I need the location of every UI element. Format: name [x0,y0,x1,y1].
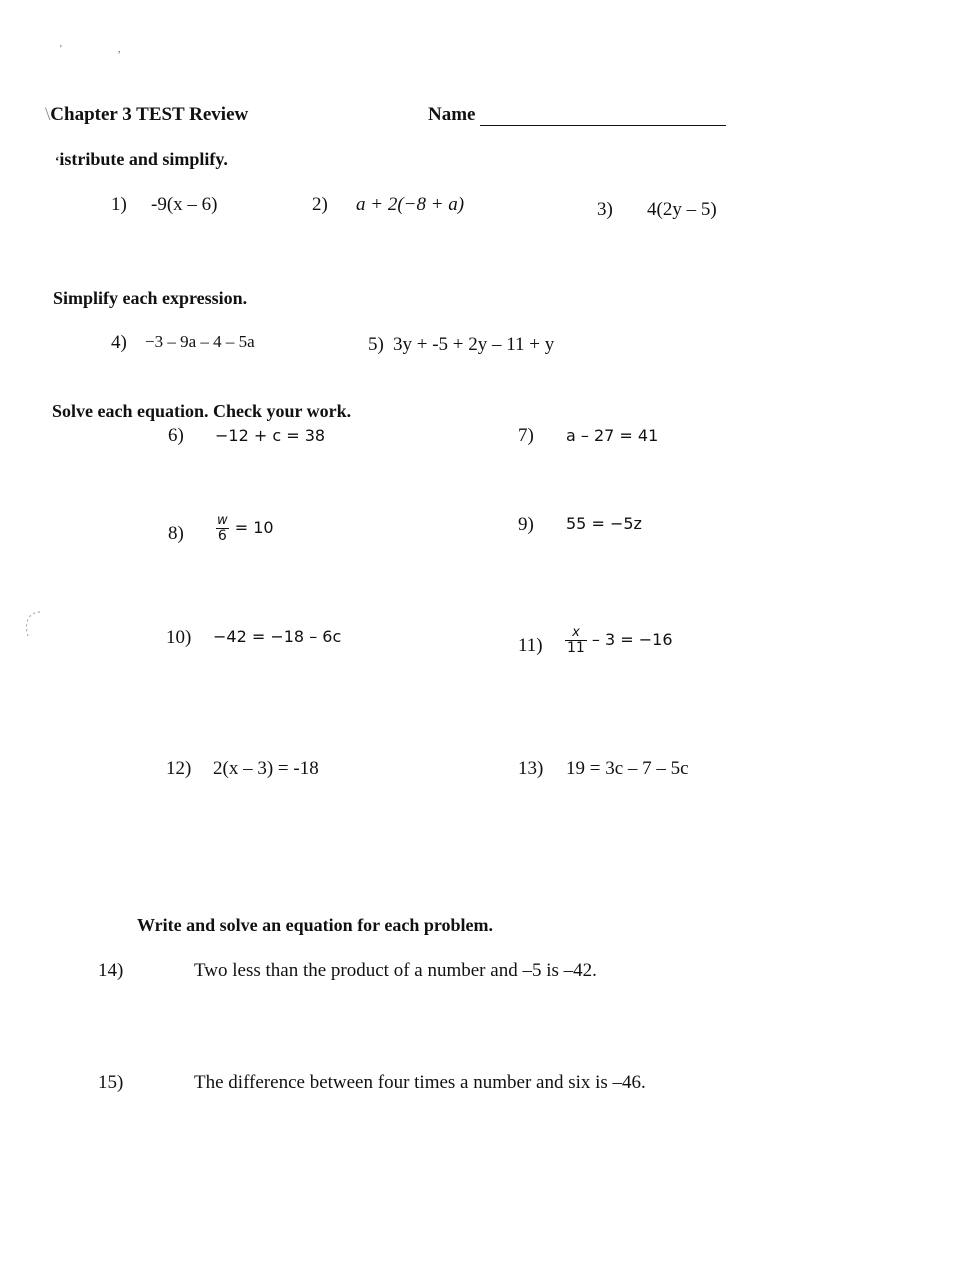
problem-11-fraction [565,626,587,655]
problem-6-number: 6) [168,425,184,446]
problem-5-expression: 3y + -5 + 2y – 11 + y [393,334,555,355]
problem-3-number: 3) [597,199,613,220]
problem-14-text: Two less than the product of a number and –5 is –42. [194,960,597,981]
fraction-numerator: x [572,625,580,640]
scan-speck: , [118,44,121,55]
page-title: \Chapter 3 TEST Review [45,104,249,125]
problem-4-number: 4) [111,332,127,353]
problem-8-number: 8) [168,523,184,544]
problem-9-number: 9) [518,514,534,535]
problem-10-number: 10) [166,627,192,648]
section-heading-word-problems: Write and solve an equation for each problem. [137,915,494,935]
problem-10-expression: −42 = −18 – 6c [213,627,342,646]
problem-9-expression: 55 = −5z [566,514,642,533]
problem-13-expression: 19 = 3c – 7 – 5c [566,758,689,779]
fraction-denominator: 11 [567,640,585,656]
problem-8-expression [215,514,274,543]
scan-speck: ' [60,44,62,55]
section-heading-simplify: Simplify each expression. [53,288,248,308]
problem-7-expression: a – 27 = 41 [566,426,659,445]
fraction-denominator: 6 [217,528,227,544]
problem-11-expression [565,626,673,655]
problem-7-number: 7) [518,425,534,446]
fraction-numerator: w [217,513,228,528]
problem-2-expression: a + 2(−8 + a) [356,194,465,215]
section-heading-distribute: ‘istribute and simplify. [55,149,228,169]
problem-13-number: 13) [518,758,544,779]
problem-4-expression: −3 – 9a – 4 – 5a [145,332,255,351]
scan-tick: \ [45,104,51,125]
problem-8-rest: = 10 [234,518,274,537]
problem-1-number: 1) [111,194,127,215]
section-heading-solve: Solve each equation. Check your work. [52,401,352,421]
problem-15-text: The difference between four times a number and six is –46. [194,1072,646,1093]
problem-6-expression: −12 + c = 38 [215,426,326,445]
problem-15-number: 15) [98,1072,124,1093]
problem-12-number: 12) [166,758,192,779]
problem-8-fraction [215,514,230,543]
name-field[interactable] [480,105,726,126]
scan-mark [18,606,48,646]
scan-glyph: ‘ [55,153,60,168]
problem-2-number: 2) [312,194,328,215]
problem-1-expression: -9(x – 6) [151,194,218,215]
name-label: Name [428,104,476,125]
problem-14-number: 14) [98,960,124,981]
problem-3-expression: 4(2y – 5) [647,199,717,220]
problem-5-number: 5) [368,334,384,355]
problem-12-expression: 2(x – 3) = -18 [213,758,319,779]
problem-11-number: 11) [518,635,543,656]
problem-11-rest: – 3 = −16 [591,630,673,649]
